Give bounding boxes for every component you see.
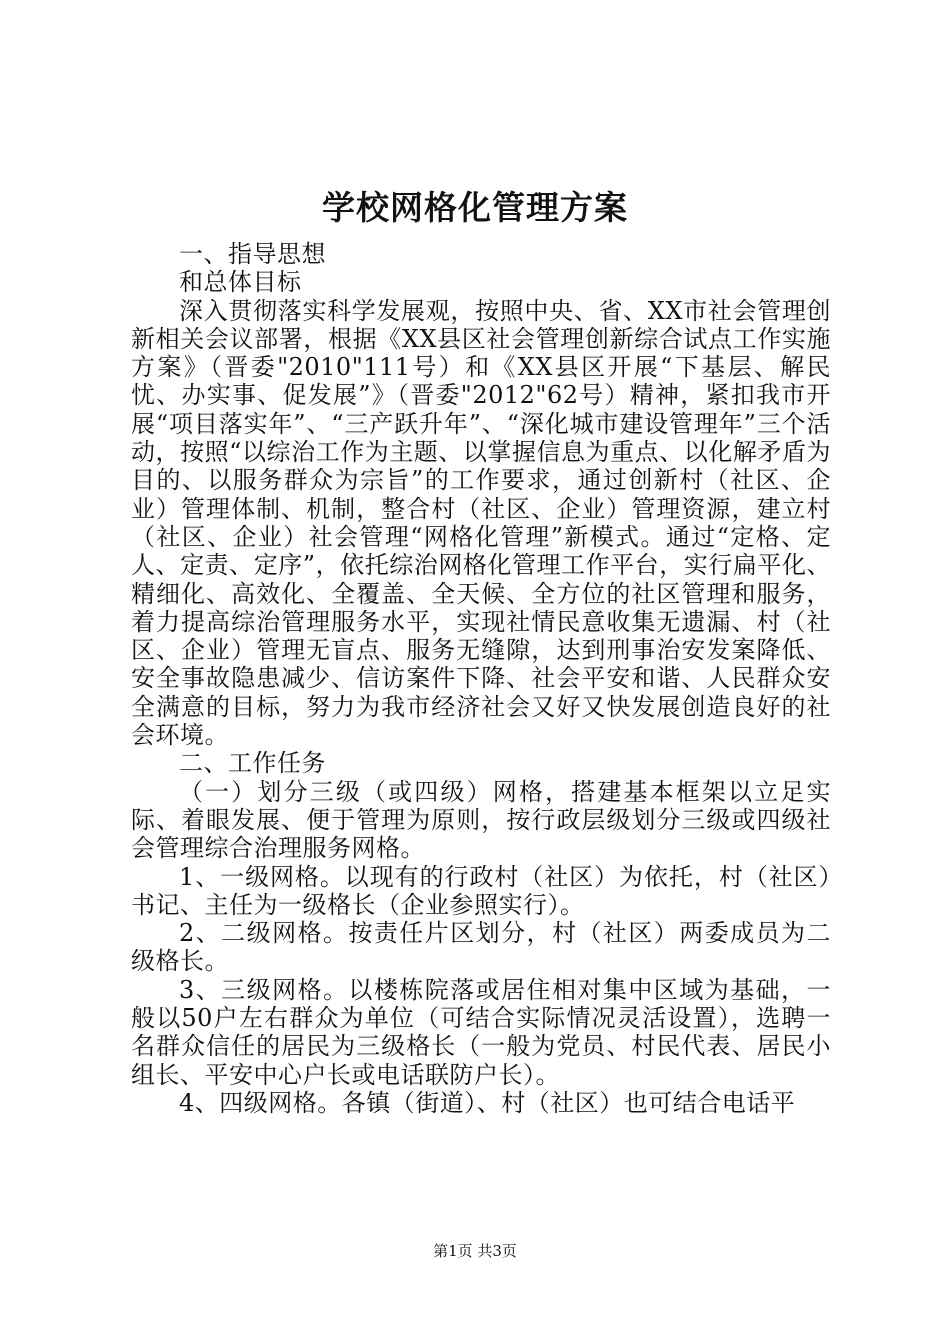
paragraph-level-two-grid: 2、二级网格。按责任片区划分，村（社区）两委成员为二级格长。: [131, 919, 831, 976]
paragraph-level-four-grid: 4、四级网格。各镇（街道）、村（社区）也可结合电话平: [179, 1088, 796, 1117]
document-body: [131, 240, 831, 1117]
page-footer: 第1页 共3页: [433, 1242, 517, 1260]
section-heading-work-tasks: 二、工作任务: [179, 749, 326, 778]
paragraph-guiding-ideology: 深入贯彻落实科学发展观，按照中央、省、XX市社会管理创新相关会议部署，根据《XX县区社会管理创新综合试点工作实施方案》（晋委"2010"111号）和《XX县区开展“下基层、解民忧、办实事、促发展”》（晋委"2012"62号）精神，紧扣我市开展“项目落实年”、“三产跃升年”、“深化城市建设管理年”三个活动，按照“以综治工作为主题、以掌握信息为重点、以化解矛盾为目的、以服务群众为宗旨”的工作要求，通过创新村（社区、企业）管理体制、机制，整合村（社区、企业）管理资源，建立村（社区、企业）社会管理“网格化管理”新模式。通过“定格、定人、定责、定序”，依托综治网格化管理工作平台，实行扁平化、精细化、高效化、全覆盖、全天候、全方位的社区管理和服务，着力提高综治管理服务水平，实现社情民意收集无遗漏、村（社区、企业）管理无盲点、服务无缝隙，达到刑事治安发案降低、安全事故隐患减少、信访案件下降、社会平安和谐、人民群众安全满意的目标，努力为我市经济社会又好又快发展创造良好的社会环境。: [131, 296, 831, 750]
paragraph-level-one-grid: 1、一级网格。以现有的行政村（社区）为依托，村（社区）书记、主任为一级格长（企业参照实行）。: [131, 862, 831, 919]
document-title: 学校网格化管理方案: [322, 188, 628, 227]
section-heading-guiding-ideology: 一、指导思想: [179, 240, 326, 268]
section-subheading-overall-goal: 和总体目标: [179, 268, 302, 297]
paragraph-grid-division: （一）划分三级（或四级）网格，搭建基本框架以立足实际、着眼发展、便于管理为原则，按行政层级划分三级或四级社会管理综合治理服务网格。: [131, 777, 831, 863]
paragraph-level-three-grid: 3、三级网格。以楼栋院落或居住相对集中区域为基础，一般以50户左右群众为单位（可结合实际情况灵活设置），选聘一名群众信任的居民为三级格长（一般为党员、村民代表、居民小组长、平安中心户长或电话联防户长）。: [131, 975, 831, 1089]
